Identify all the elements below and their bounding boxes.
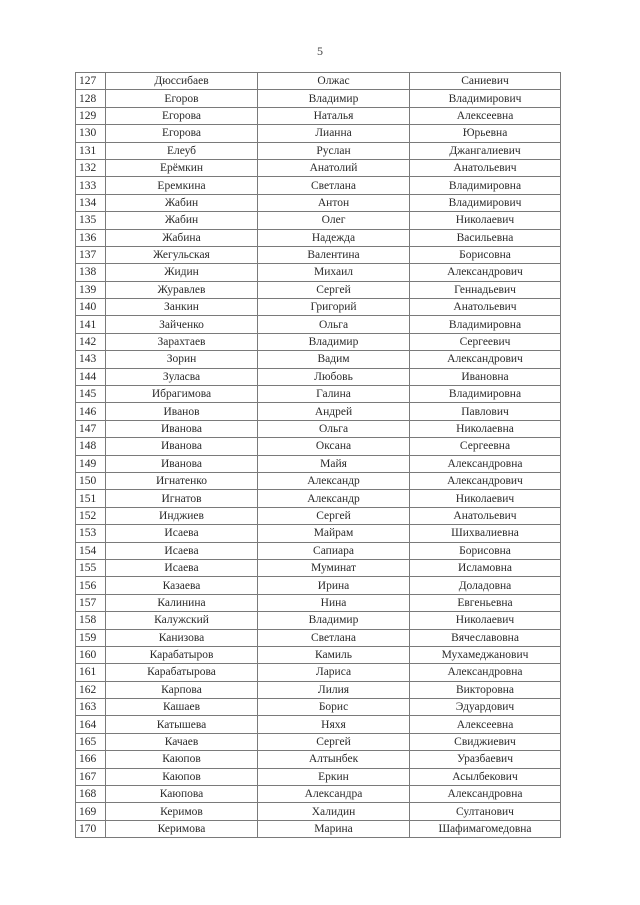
table-row: [76, 125, 561, 142]
first-name-cell: Ольга: [258, 420, 410, 437]
patronymic-cell: Вячеславовна: [410, 629, 561, 646]
patronymic-cell: Саниевич: [410, 73, 561, 90]
row-number: 158: [76, 612, 106, 629]
last-name-cell: Журавлев: [106, 281, 258, 298]
patronymic-cell: Анатольевич: [410, 159, 561, 176]
patronymic-cell: Николаевич: [410, 490, 561, 507]
patronymic-cell: Геннадьевич: [410, 281, 561, 298]
first-name-cell: Галина: [258, 386, 410, 403]
last-name-cell: Иванова: [106, 455, 258, 472]
row-number: 145: [76, 386, 106, 403]
row-number: 141: [76, 316, 106, 333]
patronymic-cell: Мухамеджанович: [410, 646, 561, 663]
last-name-cell: Игнатов: [106, 490, 258, 507]
row-number: 137: [76, 246, 106, 263]
last-name-cell: Карпова: [106, 681, 258, 698]
first-name-cell: Олжас: [258, 73, 410, 90]
roster-body: [76, 73, 561, 838]
last-name-cell: Егорова: [106, 107, 258, 124]
patronymic-cell: Николаевич: [410, 612, 561, 629]
table-row: [76, 177, 561, 194]
row-number: 160: [76, 646, 106, 663]
first-name-cell: Любовь: [258, 368, 410, 385]
patronymic-cell: Султанович: [410, 803, 561, 820]
row-number: 155: [76, 559, 106, 576]
table-row: [76, 716, 561, 733]
first-name-cell: Руслан: [258, 142, 410, 159]
table-row: [76, 786, 561, 803]
row-number: 139: [76, 281, 106, 298]
row-number: 130: [76, 125, 106, 142]
first-name-cell: Камиль: [258, 646, 410, 663]
patronymic-cell: Сергеевна: [410, 438, 561, 455]
table-row: [76, 107, 561, 124]
table-row: [76, 733, 561, 750]
table-row: [76, 594, 561, 611]
patronymic-cell: Алексеевна: [410, 107, 561, 124]
patronymic-cell: Владимирович: [410, 194, 561, 211]
first-name-cell: Анатолий: [258, 159, 410, 176]
row-number: 140: [76, 299, 106, 316]
table-row: [76, 142, 561, 159]
patronymic-cell: Евгеньевна: [410, 594, 561, 611]
last-name-cell: Жидин: [106, 264, 258, 281]
table-row: [76, 751, 561, 768]
row-number: 165: [76, 733, 106, 750]
patronymic-cell: Александровна: [410, 455, 561, 472]
first-name-cell: Сапиара: [258, 542, 410, 559]
patronymic-cell: Павлович: [410, 403, 561, 420]
last-name-cell: Калинина: [106, 594, 258, 611]
table-row: [76, 577, 561, 594]
table-row: [76, 90, 561, 107]
table-row: [76, 629, 561, 646]
first-name-cell: Надежда: [258, 229, 410, 246]
first-name-cell: Борис: [258, 699, 410, 716]
row-number: 153: [76, 525, 106, 542]
row-number: 161: [76, 664, 106, 681]
first-name-cell: Андрей: [258, 403, 410, 420]
table-row: [76, 646, 561, 663]
first-name-cell: Майрам: [258, 525, 410, 542]
patronymic-cell: Доладовна: [410, 577, 561, 594]
last-name-cell: Жабина: [106, 229, 258, 246]
row-number: 128: [76, 90, 106, 107]
table-row: [76, 803, 561, 820]
table-row: [76, 299, 561, 316]
last-name-cell: Зарахтаев: [106, 333, 258, 350]
row-number: 127: [76, 73, 106, 90]
last-name-cell: Канизова: [106, 629, 258, 646]
row-number: 133: [76, 177, 106, 194]
table-row: [76, 351, 561, 368]
row-number: 129: [76, 107, 106, 124]
first-name-cell: Сергей: [258, 733, 410, 750]
table-row: [76, 542, 561, 559]
row-number: 138: [76, 264, 106, 281]
table-row: [76, 368, 561, 385]
table-row: [76, 559, 561, 576]
first-name-cell: Александра: [258, 786, 410, 803]
first-name-cell: Марина: [258, 820, 410, 837]
first-name-cell: Светлана: [258, 629, 410, 646]
row-number: 152: [76, 507, 106, 524]
table-row: [76, 699, 561, 716]
patronymic-cell: Борисовна: [410, 246, 561, 263]
row-number: 164: [76, 716, 106, 733]
table-row: [76, 264, 561, 281]
patronymic-cell: Александрович: [410, 264, 561, 281]
last-name-cell: Каюпов: [106, 751, 258, 768]
patronymic-cell: Джангалиевич: [410, 142, 561, 159]
first-name-cell: Антон: [258, 194, 410, 211]
last-name-cell: Дюссибаев: [106, 73, 258, 90]
first-name-cell: Оксана: [258, 438, 410, 455]
last-name-cell: Казаева: [106, 577, 258, 594]
patronymic-cell: Владимировна: [410, 386, 561, 403]
last-name-cell: Каюпова: [106, 786, 258, 803]
row-number: 136: [76, 229, 106, 246]
last-name-cell: Зорин: [106, 351, 258, 368]
last-name-cell: Качаев: [106, 733, 258, 750]
last-name-cell: Керимов: [106, 803, 258, 820]
last-name-cell: Каюпов: [106, 768, 258, 785]
table-row: [76, 159, 561, 176]
patronymic-cell: Анатольевич: [410, 299, 561, 316]
last-name-cell: Исаева: [106, 559, 258, 576]
last-name-cell: Керимова: [106, 820, 258, 837]
first-name-cell: Светлана: [258, 177, 410, 194]
patronymic-cell: Шафимагомедовна: [410, 820, 561, 837]
patronymic-cell: Васильевна: [410, 229, 561, 246]
first-name-cell: Лиaнна: [258, 125, 410, 142]
row-number: 131: [76, 142, 106, 159]
patronymic-cell: Анатольевич: [410, 507, 561, 524]
patronymic-cell: Юрьевна: [410, 125, 561, 142]
table-row: [76, 612, 561, 629]
row-number: 132: [76, 159, 106, 176]
table-row: [76, 768, 561, 785]
first-name-cell: Александр: [258, 490, 410, 507]
patronymic-cell: Александрович: [410, 351, 561, 368]
last-name-cell: Инджиев: [106, 507, 258, 524]
patronymic-cell: Владимирович: [410, 90, 561, 107]
first-name-cell: Владимир: [258, 333, 410, 350]
last-name-cell: Ибрагимова: [106, 386, 258, 403]
last-name-cell: Кашаев: [106, 699, 258, 716]
first-name-cell: Лилия: [258, 681, 410, 698]
patronymic-cell: Шихвалиевна: [410, 525, 561, 542]
patronymic-cell: Алексеевна: [410, 716, 561, 733]
last-name-cell: Жабин: [106, 212, 258, 229]
first-name-cell: Олег: [258, 212, 410, 229]
last-name-cell: Зайченко: [106, 316, 258, 333]
first-name-cell: Наталья: [258, 107, 410, 124]
table-row: [76, 212, 561, 229]
row-number: 144: [76, 368, 106, 385]
table-row: [76, 490, 561, 507]
table-row: [76, 73, 561, 90]
patronymic-cell: Николаевич: [410, 212, 561, 229]
page-number: 5: [317, 44, 323, 58]
patronymic-cell: Викторовна: [410, 681, 561, 698]
table-row: [76, 438, 561, 455]
row-number: 142: [76, 333, 106, 350]
row-number: 163: [76, 699, 106, 716]
table-row: [76, 316, 561, 333]
last-name-cell: Катышева: [106, 716, 258, 733]
row-number: 169: [76, 803, 106, 820]
patronymic-cell: Александровна: [410, 786, 561, 803]
first-name-cell: Няхя: [258, 716, 410, 733]
row-number: 146: [76, 403, 106, 420]
table-row: [76, 194, 561, 211]
first-name-cell: Муминат: [258, 559, 410, 576]
patronymic-cell: Александровна: [410, 664, 561, 681]
last-name-cell: Игнатенко: [106, 472, 258, 489]
first-name-cell: Ирина: [258, 577, 410, 594]
row-number: 159: [76, 629, 106, 646]
table-row: [76, 681, 561, 698]
row-number: 170: [76, 820, 106, 837]
patronymic-cell: Уразбаевич: [410, 751, 561, 768]
last-name-cell: Елеуб: [106, 142, 258, 159]
patronymic-cell: Владимировна: [410, 177, 561, 194]
last-name-cell: Иванова: [106, 420, 258, 437]
table-row: [76, 525, 561, 542]
patronymic-cell: Эдуардович: [410, 699, 561, 716]
roster-table: [75, 72, 561, 838]
last-name-cell: Иванов: [106, 403, 258, 420]
last-name-cell: Жабин: [106, 194, 258, 211]
patronymic-cell: Владимировна: [410, 316, 561, 333]
last-name-cell: Зуласва: [106, 368, 258, 385]
last-name-cell: Ерёмкин: [106, 159, 258, 176]
first-name-cell: Ольга: [258, 316, 410, 333]
row-number: 148: [76, 438, 106, 455]
row-number: 135: [76, 212, 106, 229]
table-row: [76, 820, 561, 837]
first-name-cell: Нина: [258, 594, 410, 611]
patronymic-cell: Ивановна: [410, 368, 561, 385]
row-number: 166: [76, 751, 106, 768]
first-name-cell: Александр: [258, 472, 410, 489]
table-row: [76, 507, 561, 524]
last-name-cell: Карабатыров: [106, 646, 258, 663]
last-name-cell: Иванова: [106, 438, 258, 455]
table-row: [76, 472, 561, 489]
last-name-cell: Еремкина: [106, 177, 258, 194]
last-name-cell: Занкин: [106, 299, 258, 316]
table-row: [76, 229, 561, 246]
last-name-cell: Жегульская: [106, 246, 258, 263]
patronymic-cell: Сергеевич: [410, 333, 561, 350]
row-number: 150: [76, 472, 106, 489]
first-name-cell: Михаил: [258, 264, 410, 281]
first-name-cell: Сергей: [258, 507, 410, 524]
first-name-cell: Алтынбек: [258, 751, 410, 768]
first-name-cell: Майя: [258, 455, 410, 472]
last-name-cell: Калужский: [106, 612, 258, 629]
first-name-cell: Сергей: [258, 281, 410, 298]
row-number: 151: [76, 490, 106, 507]
row-number: 154: [76, 542, 106, 559]
first-name-cell: Еркин: [258, 768, 410, 785]
row-number: 168: [76, 786, 106, 803]
last-name-cell: Исаева: [106, 525, 258, 542]
table-row: [76, 455, 561, 472]
last-name-cell: Исаева: [106, 542, 258, 559]
row-number: 162: [76, 681, 106, 698]
row-number: 156: [76, 577, 106, 594]
first-name-cell: Владимир: [258, 90, 410, 107]
first-name-cell: Григорий: [258, 299, 410, 316]
table-row: [76, 664, 561, 681]
table-row: [76, 403, 561, 420]
row-number: 167: [76, 768, 106, 785]
table-row: [76, 420, 561, 437]
row-number: 149: [76, 455, 106, 472]
last-name-cell: Карабатырова: [106, 664, 258, 681]
patronymic-cell: Асылбекович: [410, 768, 561, 785]
table-row: [76, 386, 561, 403]
table-row: [76, 281, 561, 298]
patronymic-cell: Николаевна: [410, 420, 561, 437]
first-name-cell: Владимир: [258, 612, 410, 629]
first-name-cell: Халидин: [258, 803, 410, 820]
row-number: 143: [76, 351, 106, 368]
patronymic-cell: Свиджиевич: [410, 733, 561, 750]
row-number: 134: [76, 194, 106, 211]
row-number: 157: [76, 594, 106, 611]
patronymic-cell: Борисовна: [410, 542, 561, 559]
last-name-cell: Егоров: [106, 90, 258, 107]
first-name-cell: Лариса: [258, 664, 410, 681]
patronymic-cell: Исламовна: [410, 559, 561, 576]
row-number: 147: [76, 420, 106, 437]
last-name-cell: Егорова: [106, 125, 258, 142]
first-name-cell: Вадим: [258, 351, 410, 368]
table-row: [76, 246, 561, 263]
patronymic-cell: Александрович: [410, 472, 561, 489]
first-name-cell: Валентина: [258, 246, 410, 263]
table-row: [76, 333, 561, 350]
